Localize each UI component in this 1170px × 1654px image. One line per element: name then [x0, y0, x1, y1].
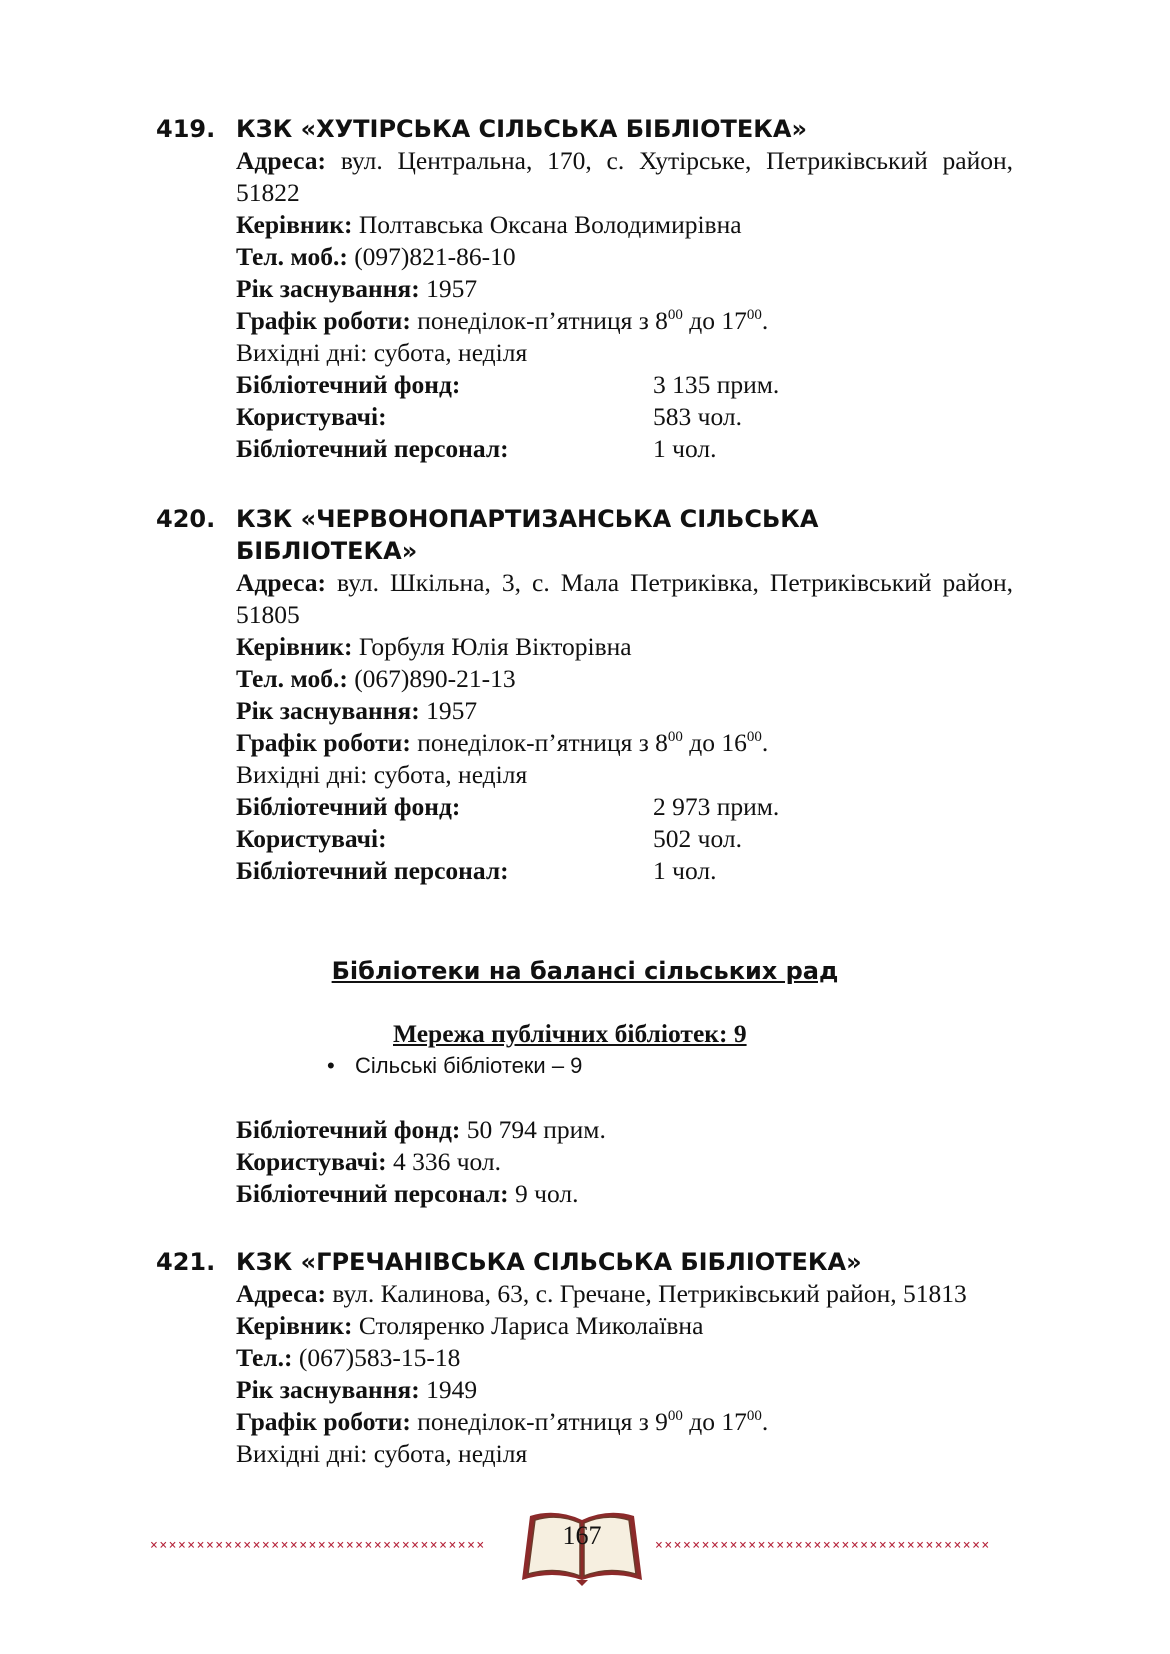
fund-label: Бібліотечний фонд: — [236, 792, 461, 821]
days-off-line: Вихідні дні: субота, неділя — [236, 760, 528, 789]
founded-value: 1957 — [426, 696, 478, 725]
users-row — [236, 401, 1013, 433]
staff-row — [236, 855, 1013, 887]
page-number: 167 — [562, 1521, 602, 1550]
founded-label: Рік заснування: — [236, 274, 420, 303]
schedule-text: понеділок-п’ятниця з 8 — [417, 306, 668, 335]
days-off-line: Вихідні дні: субота, неділя — [236, 338, 528, 367]
staff-value: 1 чол. — [653, 434, 717, 463]
library-entry-421 — [156, 1246, 1016, 1470]
staff-row — [236, 433, 1013, 465]
phone-line — [236, 1342, 1013, 1374]
schedule-end: . — [761, 306, 769, 335]
users-label: Користувачі: — [236, 824, 387, 853]
users-value: 583 чол. — [653, 402, 742, 431]
section-title: Бібліотеки на балансі сільських рад — [331, 957, 839, 985]
users-value: 502 чол. — [653, 824, 742, 853]
fund-label: Бібліотечний фонд: — [236, 370, 461, 399]
users-label: Користувачі: — [236, 402, 387, 431]
section-totals — [236, 1114, 606, 1210]
entry-title: КЗК «ХУТІРСЬКА СІЛЬСЬКА БІБЛІОТЕКА» — [236, 115, 807, 143]
schedule-to-text: до 17 — [682, 1407, 747, 1436]
schedule-label: Графік роботи: — [236, 1407, 411, 1436]
ornament-right: ×××××××××××××××××××××××××××××××××××× — [655, 1538, 991, 1553]
head-value: Полтавська Оксана Володимирівна — [358, 210, 742, 239]
phone-label: Тел.: — [236, 1343, 293, 1372]
schedule-to-minutes: 00 — [746, 307, 762, 323]
schedule-from-minutes: 00 — [667, 729, 683, 745]
fund-row — [236, 791, 1013, 823]
founded-label: Рік заснування: — [236, 696, 420, 725]
totals-users-value: 4 336 чол. — [392, 1147, 502, 1176]
founded-line — [236, 273, 1013, 305]
totals-staff-label: Бібліотечний персонал: — [236, 1179, 509, 1208]
schedule-label: Графік роботи: — [236, 728, 411, 757]
bullet-icon: • — [327, 1053, 335, 1078]
schedule-to-minutes: 00 — [746, 1408, 762, 1424]
schedule-text: понеділок-п’ятниця з 9 — [417, 1407, 668, 1436]
bullet-item — [327, 1050, 582, 1082]
schedule-from-minutes: 00 — [667, 307, 683, 323]
bullet-text: Сільські бібліотеки – 9 — [355, 1053, 583, 1078]
entry-number: 419. — [156, 115, 216, 143]
phone-line — [236, 241, 1013, 273]
head-line — [236, 209, 1013, 241]
entry-heading — [156, 113, 1016, 145]
address-line — [236, 1278, 1013, 1310]
phone-value: (067)583-15-18 — [298, 1343, 461, 1372]
totals-staff-value: 9 чол. — [515, 1179, 579, 1208]
totals-fund-line — [236, 1114, 606, 1146]
entry-title: КЗК «ГРЕЧАНІВСЬКА СІЛЬСЬКА БІБЛІОТЕКА» — [236, 1248, 862, 1276]
founded-value: 1949 — [426, 1375, 478, 1404]
founded-line — [236, 1374, 1013, 1406]
entry-title: КЗК «ЧЕРВОНОПАРТИЗАНСЬКА СІЛЬСЬКА БІБЛІОТЕКА» — [236, 505, 819, 565]
library-entry-420 — [156, 503, 1016, 887]
head-value: Столяренко Лариса Миколаївна — [358, 1311, 704, 1340]
schedule-end: . — [761, 1407, 769, 1436]
address-value: вул. Центральна, 170, с. Хутірське, Петриківський район, 51822 — [236, 146, 1014, 207]
schedule-text: понеділок-п’ятниця з 8 — [417, 728, 668, 757]
founded-line — [236, 695, 1013, 727]
phone-label: Тел. моб.: — [236, 664, 348, 693]
schedule-to-minutes: 00 — [746, 729, 762, 745]
schedule-to-text: до 17 — [682, 306, 747, 335]
schedule-from-minutes: 00 — [667, 1408, 683, 1424]
head-label: Керівник: — [236, 632, 353, 661]
fund-value: 2 973 прим. — [653, 792, 780, 821]
ornament-left: ×××××××××××××××××××××××××××××××××××× — [150, 1538, 486, 1553]
page-footer — [150, 1508, 1020, 1588]
totals-staff-line — [236, 1178, 606, 1210]
totals-fund-label: Бібліотечний фонд: — [236, 1115, 461, 1144]
staff-value: 1 чол. — [653, 856, 717, 885]
entry-number: 420. — [156, 505, 216, 533]
network-title: Мережа публічних бібліотек: 9 — [393, 1019, 747, 1048]
address-line — [236, 567, 1013, 631]
head-label: Керівник: — [236, 210, 353, 239]
phone-value: (097)821-86-10 — [354, 242, 516, 271]
head-label: Керівник: — [236, 1311, 353, 1340]
staff-label: Бібліотечний персонал: — [236, 856, 509, 885]
totals-users-line — [236, 1146, 606, 1178]
founded-value: 1957 — [426, 274, 478, 303]
staff-label: Бібліотечний персонал: — [236, 434, 509, 463]
entry-number: 421. — [156, 1248, 216, 1276]
address-value: вул. Шкільна, 3, с. Мала Петриківка, Петриківський район, 51805 — [236, 568, 1014, 629]
schedule-line — [236, 727, 1013, 759]
address-label: Адреса: — [236, 1279, 326, 1308]
entry-heading — [156, 1246, 1016, 1278]
address-label: Адреса: — [236, 568, 326, 597]
address-label: Адреса: — [236, 146, 326, 175]
address-line — [236, 145, 1013, 209]
days-off-line: Вихідні дні: субота, неділя — [236, 1439, 528, 1468]
totals-users-label: Користувачі: — [236, 1147, 387, 1176]
totals-fund-value: 50 794 прим. — [466, 1115, 606, 1144]
phone-line — [236, 663, 1013, 695]
schedule-end: . — [761, 728, 769, 757]
fund-value: 3 135 прим. — [653, 370, 780, 399]
address-value: вул. Калинова, 63, с. Гречане, Петриківський район, 51813 — [332, 1279, 967, 1308]
entry-heading — [156, 503, 1016, 567]
founded-label: Рік заснування: — [236, 1375, 420, 1404]
phone-label: Тел. моб.: — [236, 242, 348, 271]
head-line — [236, 1310, 1013, 1342]
phone-value: (067)890-21-13 — [354, 664, 516, 693]
head-line — [236, 631, 1013, 663]
schedule-to-text: до 16 — [682, 728, 747, 757]
head-value: Горбуля Юлія Вікторівна — [358, 632, 632, 661]
schedule-line — [236, 1406, 1013, 1438]
fund-row — [236, 369, 1013, 401]
schedule-label: Графік роботи: — [236, 306, 411, 335]
library-entry-419 — [156, 113, 1016, 465]
users-row — [236, 823, 1013, 855]
schedule-line — [236, 305, 1013, 337]
